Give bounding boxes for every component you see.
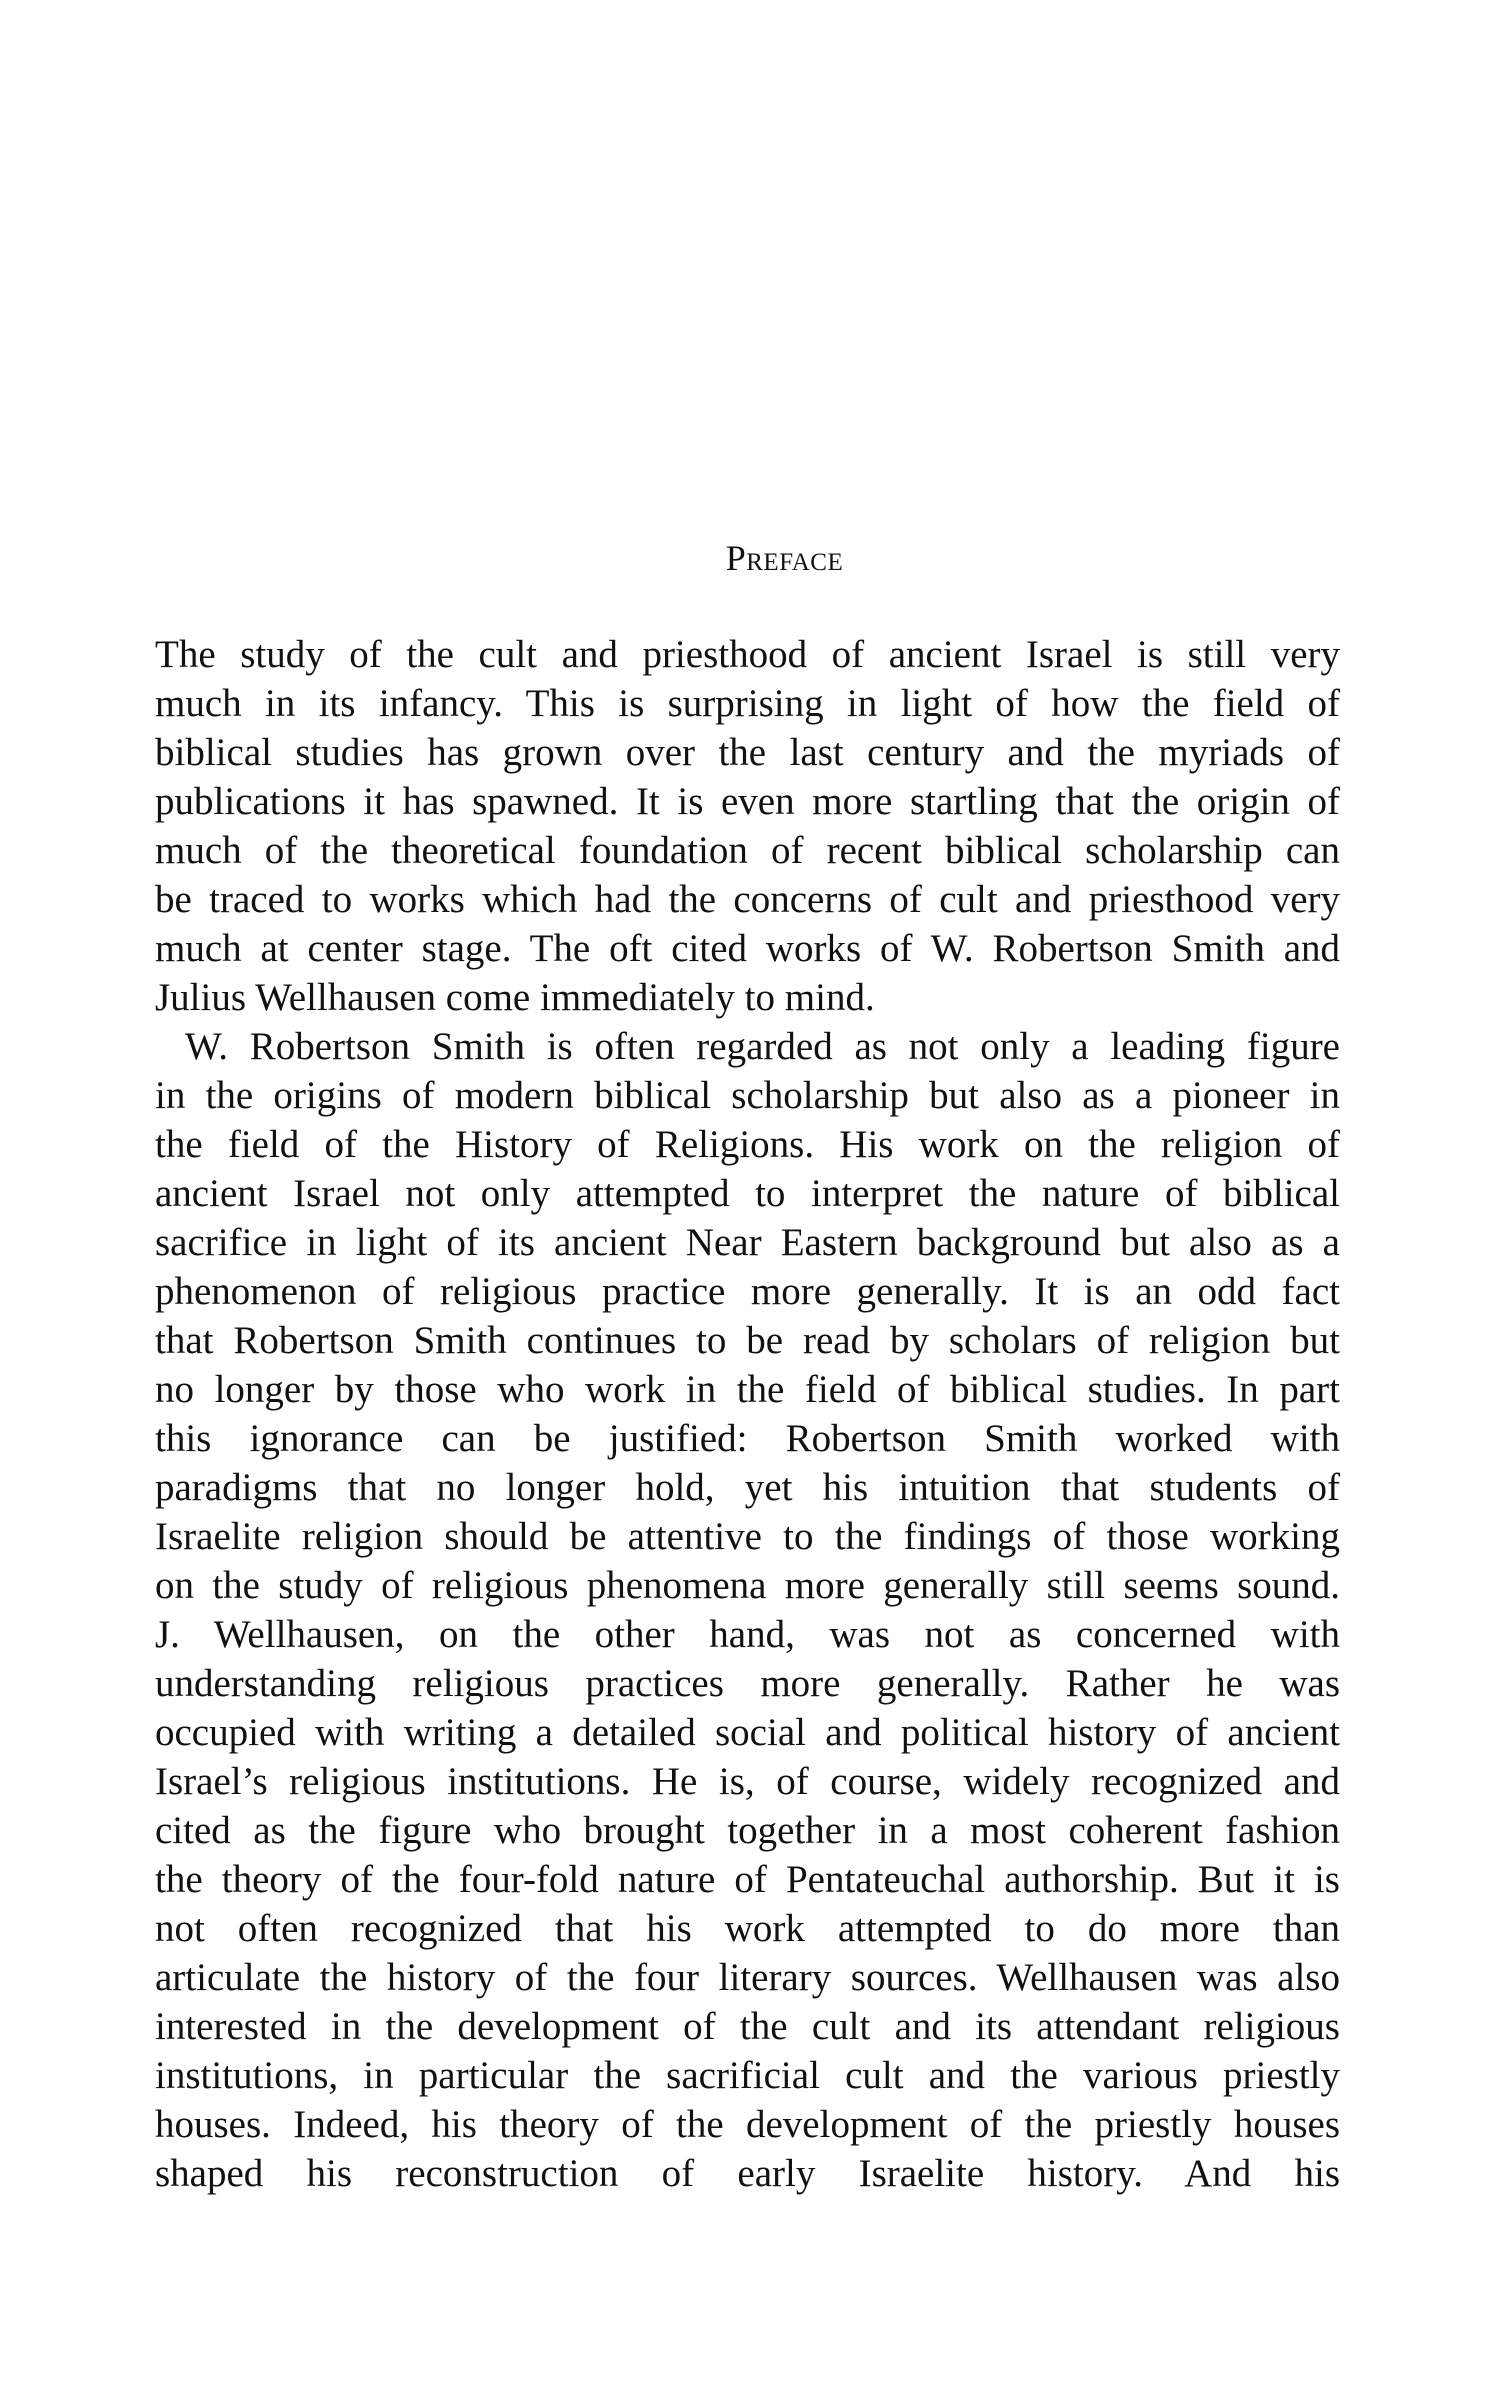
text-line: much in its infancy. This is surprising in light of how the field of <box>155 682 1340 725</box>
text-line: Julius Wellhausen come immediately to mind. <box>155 976 875 1019</box>
preface-body <box>155 630 1340 2198</box>
text-line: no longer by those who work in the field of biblical studies. In part <box>155 1368 1340 1411</box>
text-line: much at center stage. The oft cited works of W. Robertson Smith and <box>155 927 1340 970</box>
text-line: on the study of religious phenomena more generally still seems sound. <box>155 1564 1340 1607</box>
text-line: houses. Indeed, his theory of the development of the priestly houses <box>155 2103 1340 2146</box>
page-heading: Preface <box>725 538 844 578</box>
text-line: the theory of the four-fold nature of Pentateuchal authorship. But it is <box>155 1858 1340 1901</box>
text-line: ancient Israel not only attempted to interpret the nature of biblical <box>155 1172 1340 1215</box>
text-line: understanding religious practices more generally. Rather he was <box>155 1662 1340 1705</box>
text-line: the field of the History of Religions. His work on the religion of <box>155 1123 1340 1166</box>
text-line: phenomenon of religious practice more generally. It is an odd fact <box>155 1270 1340 1313</box>
text-line: W. Robertson Smith is often regarded as not only a leading figure <box>185 1025 1340 1068</box>
text-line: that Robertson Smith continues to be read by scholars of religion but <box>155 1319 1340 1362</box>
text-line: Israel’s religious institutions. He is, of course, widely recognized and <box>155 1760 1340 1803</box>
text-line: sacrifice in light of its ancient Near Eastern background but also as a <box>155 1221 1340 1264</box>
text-line: cited as the figure who brought together in a most coherent fashion <box>155 1809 1340 1852</box>
text-line: J. Wellhausen, on the other hand, was not as concerned with <box>155 1613 1340 1656</box>
text-line: paradigms that no longer hold, yet his intuition that students of <box>155 1466 1340 1509</box>
text-line: much of the theoretical foundation of recent biblical scholarship can <box>155 829 1340 872</box>
text-line: in the origins of modern biblical scholarship but also as a pioneer in <box>155 1074 1340 1117</box>
text-line: institutions, in particular the sacrificial cult and the various priestly <box>155 2054 1340 2097</box>
text-line: biblical studies has grown over the last century and the myriads of <box>155 731 1340 774</box>
text-line: interested in the development of the cult and its attendant religious <box>155 2005 1340 2048</box>
text-line: Israelite religion should be attentive to the findings of those working <box>155 1515 1340 1558</box>
text-line: The study of the cult and priesthood of ancient Israel is still very <box>155 633 1340 676</box>
text-line: this ignorance can be justified: Robertson Smith worked with <box>155 1417 1340 1460</box>
text-line: not often recognized that his work attempted to do more than <box>155 1907 1340 1950</box>
text-line: articulate the history of the four literary sources. Wellhausen was also <box>155 1956 1340 1999</box>
text-line: shaped his reconstruction of early Israelite history. And his <box>155 2152 1340 2195</box>
text-line: publications it has spawned. It is even more startling that the origin of <box>155 780 1340 823</box>
text-line: be traced to works which had the concerns of cult and priesthood very <box>155 878 1340 921</box>
text-line: occupied with writing a detailed social and political history of ancient <box>155 1711 1340 1754</box>
